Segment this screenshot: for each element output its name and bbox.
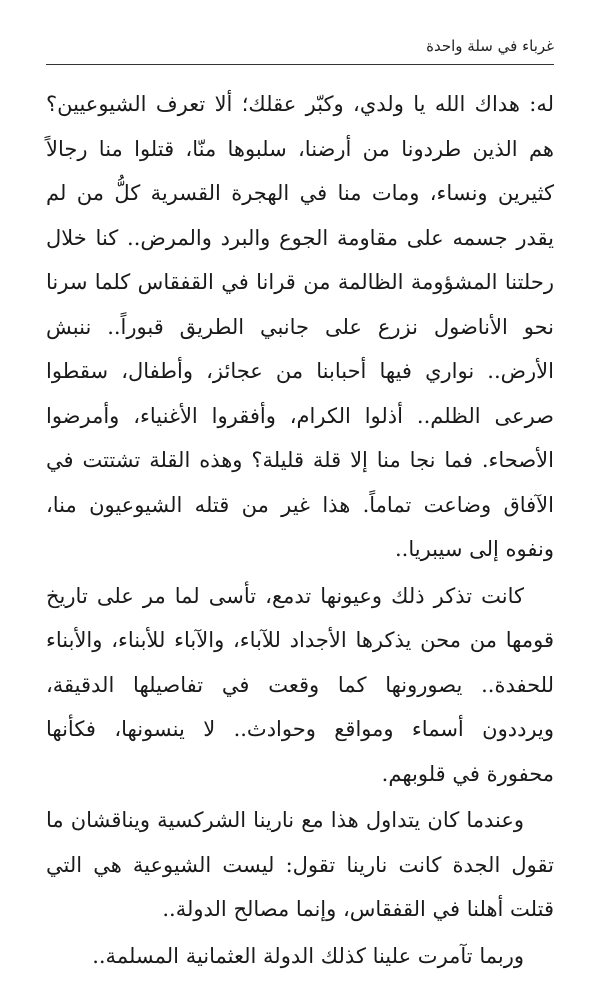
header-rule bbox=[46, 64, 554, 65]
paragraph-2: كانت تذكر ذلك وعيونها تدمع، تأسى لما مر على تاريخ قومها من محن يذكرها الأجداد للآباء، والآباء للأبناء، والأبناء للحفدة.. يصورونها كما وقعت في تفاصيلها الدقيقة، ويرددون أسماء ومواقع وحوادث.. لا ينسونها، فكأنها محفورة في قلوبهم. bbox=[46, 583, 554, 786]
paragraph-1: له: هداك الله يا ولدي، وكبّر عقلك؛ ألا تعرف الشيوعيين؟ هم الذين طردونا من أرضنا، سلبوها منّا، قتلوا منا رجالاً كثيرين ونساء، ومات منا في الهجرة القسرية كلُّ من لم يقدر جسمه على مقاومة الجوع والبرد والمرض.. كنا خلال رحلتنا المشؤومة الظالمة من قرانا في القفقاس كلما سرنا نحو الأناضول نزرع على جانبي الطريق قبوراً.. ننبش الأرض.. نواري فيها أحبابنا من عجائز، وأطفال، سقطوا صرعى الظلم.. أذلوا الكرام، وأفقروا الأغنياء، وأمرضوا الأصحاء. فما نجا منا إلا قلة قليلة؟ وهذه القلة تشتتت في الآفاق وضاعت تماماً. هذا غير من قتله الشيوعيون منا، ونفوه إلى سيبريا.. bbox=[46, 92, 554, 561]
paragraph-4: وربما تآمرت علينا كذلك الدولة العثمانية المسلمة.. bbox=[92, 943, 524, 968]
body-text bbox=[46, 82, 554, 978]
paragraph-3: وعندما كان يتداول هذا مع نارينا الشركسية ويناقشان ما تقول الجدة كانت نارينا تقول: ليست الشيوعية هي التي قتلت أهلنا في القفقاس، وإنما مصالح الدولة.. bbox=[46, 808, 554, 921]
running-header-title: غرباء في سلة واحدة bbox=[426, 37, 554, 55]
